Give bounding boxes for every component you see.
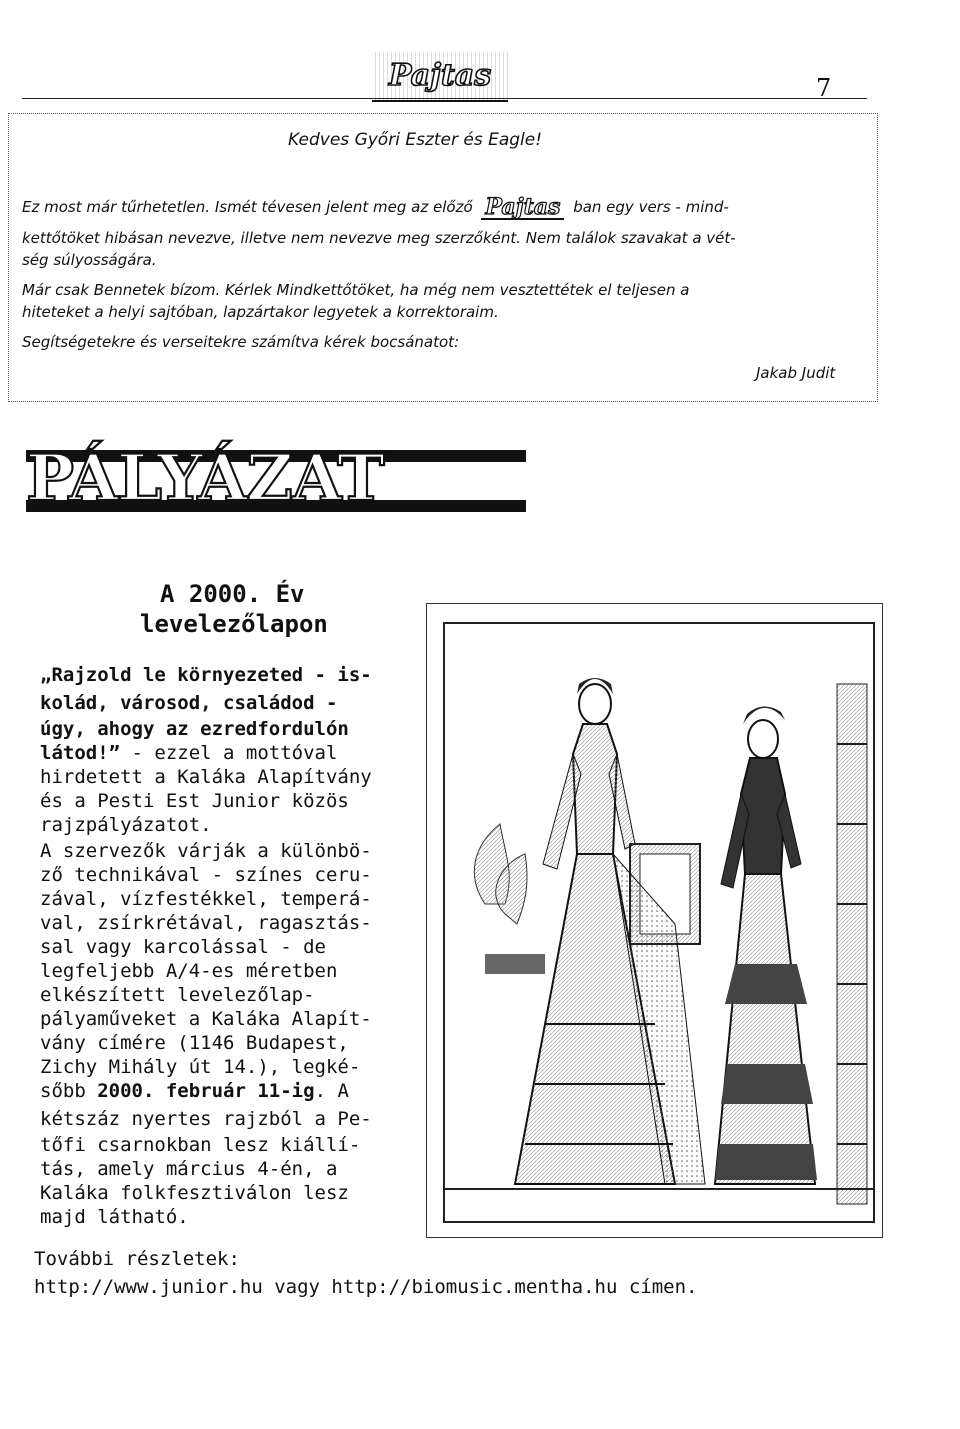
article-subtitle-1: A 2000. Év — [160, 580, 305, 608]
article-motto-rest: - ezzel a mottóval — [120, 742, 338, 764]
article-line: úgy, ahogy az ezredfordulón — [40, 718, 349, 740]
article-line: majd látható. — [40, 1206, 189, 1228]
article-line: Zichy Mihály út 14.), legké- — [40, 1056, 361, 1078]
article-line: Kaláka folkfesztiválon lesz — [40, 1182, 349, 1204]
article-line: rajzpályázatot. — [40, 814, 212, 836]
article-line: val, zsírkrétával, ragasztás- — [40, 912, 372, 934]
article-line: zával, vízfestékkel, temperá- — [40, 888, 372, 910]
illustration-frame — [443, 622, 875, 1223]
letter-line-6: Segítségetekre és verseitekre számítva kérek bocsánatot: — [22, 333, 460, 351]
article-line: legfeljebb A/4-es méretben — [40, 960, 338, 982]
header-rule — [22, 98, 867, 99]
article-subtitle-2: levelezőlapon — [140, 610, 328, 638]
page-number: 7 — [816, 74, 832, 102]
article-line: „Rajzold le környezeted - is- — [40, 664, 372, 686]
article-deadline: 2000. február 11-ig — [97, 1080, 315, 1102]
footer-details-label: További részletek: — [34, 1248, 240, 1270]
article-line: kétszáz nyertes rajzból a Pe- — [40, 1108, 372, 1130]
article-line: kolád, városod, családod - — [40, 692, 338, 714]
victorian-fashion-illustration — [445, 624, 873, 1221]
letter-line-3: ség súlyosságára. — [22, 251, 157, 269]
article-line: ző technikával - színes ceru- — [40, 864, 372, 886]
article-line: A szervezők várják a különbö- — [40, 840, 372, 862]
letter-greeting: Kedves Győri Eszter és Eagle! — [288, 130, 543, 150]
article-line: hirdetett a Kaláka Alapítvány — [40, 766, 372, 788]
article-line: tás, amely március 4-én, a — [40, 1158, 338, 1180]
trellis-icon — [837, 684, 867, 1204]
article-line: vány címére (1146 Budapest, — [40, 1032, 349, 1054]
inline-masthead-logo: Pajtas — [481, 196, 564, 220]
article-deadline-rest: . A — [314, 1080, 349, 1102]
plant-icon — [474, 824, 545, 974]
article-deadline-prefix: sőbb — [40, 1080, 86, 1102]
heading-title: PÁLYÁZAT — [26, 441, 384, 516]
article-line — [40, 742, 337, 764]
letter-signature: Jakab Judit — [756, 364, 836, 382]
article-line — [40, 1080, 349, 1102]
letter-line-1-start: Ez most már tűrhetetlen. Ismét tévesen jelent meg az előző — [22, 198, 473, 216]
letter-line-2: kettőtöket hibásan nevezve, illetve nem nevezve meg szerzőként. Nem találok szavakat a vét- — [22, 229, 736, 247]
footer-links: http://www.junior.hu vagy http://biomusic.mentha.hu címen. — [34, 1276, 698, 1298]
woman-figure-right-icon — [715, 706, 817, 1184]
article-line: elkészített levelezőlap- — [40, 984, 315, 1006]
article-line: sal vagy karcolással - de — [40, 936, 326, 958]
letter-line-4: Már csak Bennetek bízom. Kérlek Mindkettőtöket, ha még nem vesztettétek el teljesen a — [22, 281, 690, 299]
masthead-logo: Pajtas — [372, 52, 508, 102]
letter-line-5: hiteteket a helyi sajtóban, lapzártakor legyetek a korrektoraim. — [22, 303, 499, 321]
article-line: pályaműveket a Kaláka Alapít- — [40, 1008, 372, 1030]
article-line: és a Pesti Est Junior közös — [40, 790, 349, 812]
letter-line-1 — [22, 196, 729, 220]
letter-line-1-end: ban egy vers - mind- — [573, 198, 729, 216]
article-motto-end: látod!” — [40, 742, 121, 764]
article-line: tőfi csarnokban lesz kiállí- — [40, 1134, 361, 1156]
